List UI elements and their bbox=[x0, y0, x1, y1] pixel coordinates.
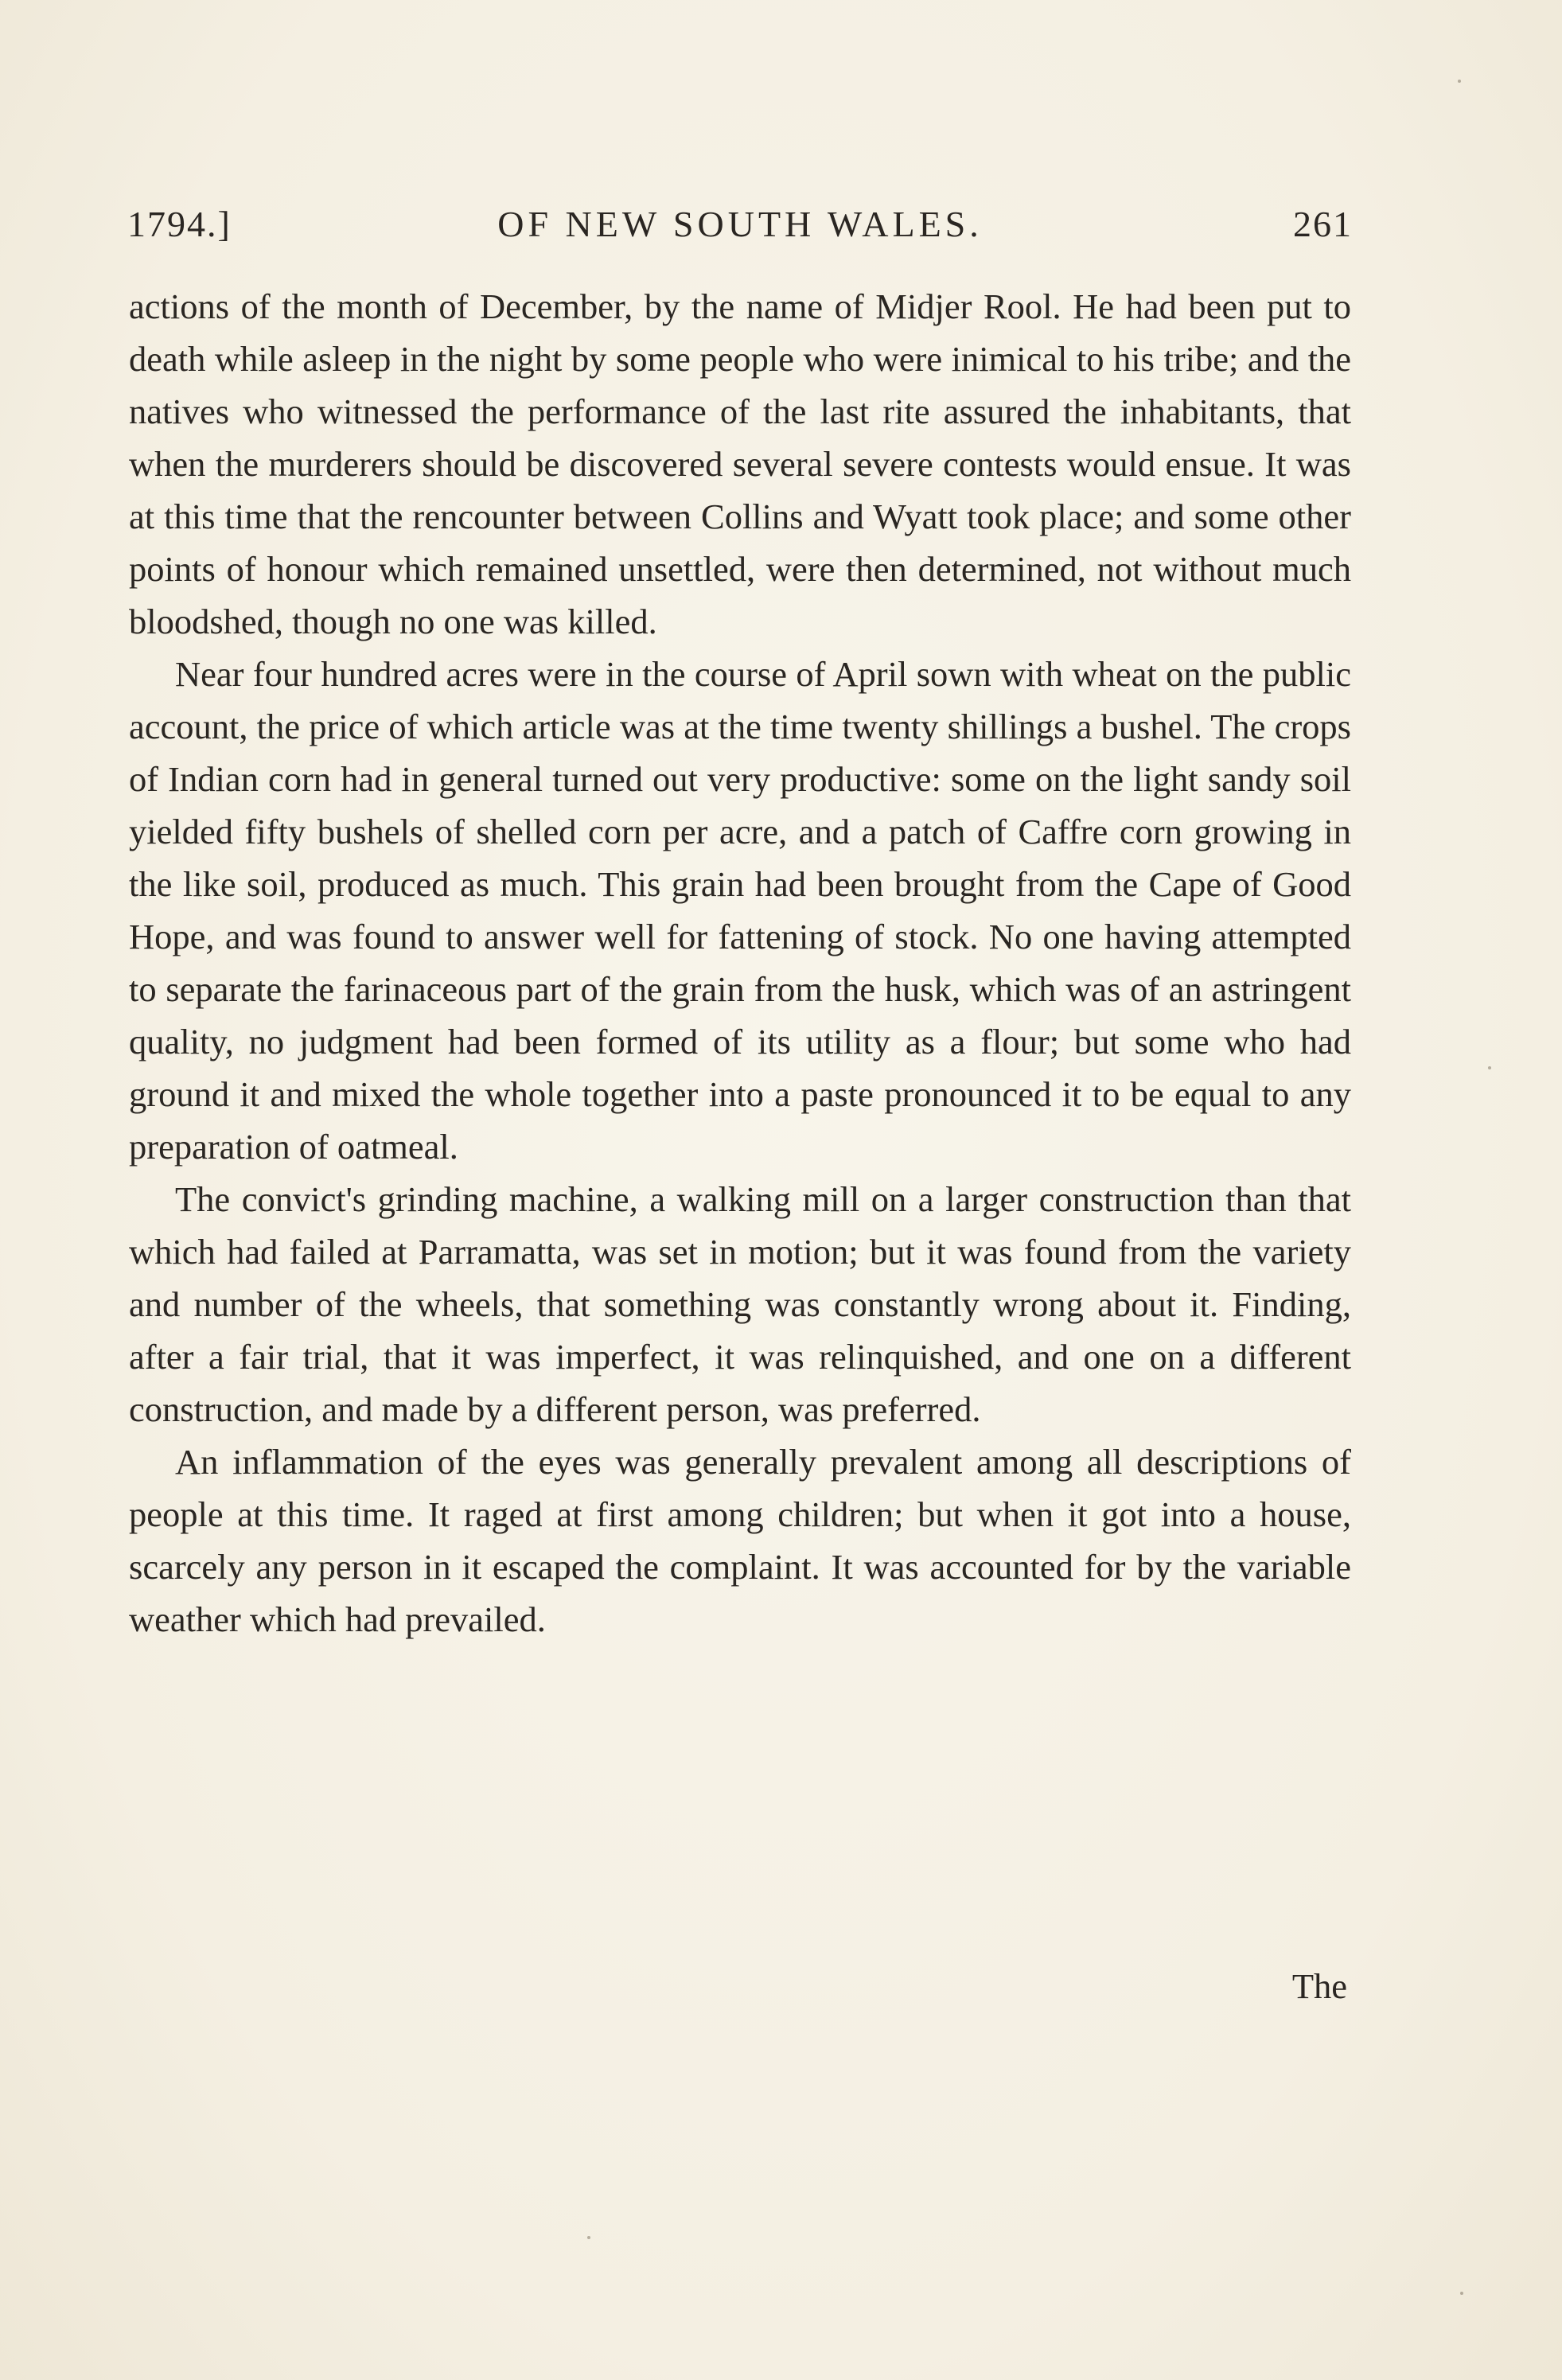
paragraph-grinding-machine: The convict's grinding machine, a walking mill on a larger construction than that which had failed at Parramatta, was set in motion; but it was found from the variety and number of the wheels, that something was constantly wrong about it. Finding, after a fair trial, that it was imperfect, it was relinquished, and one on a different construction, and made by a different person, was preferred. bbox=[129, 1179, 1351, 1429]
paper-speck bbox=[1488, 1066, 1491, 1069]
paper-speck bbox=[587, 2236, 590, 2239]
paragraph-wheat-crops: Near four hundred acres were in the course of April sown with wheat on the public account, the price of which article was at the time twenty shillings a bushel. The crops of Indian corn had in general turned out very productive: some on the light sandy soil yielded fifty bushels of shelled corn per acre, and a patch of Caffre corn growing in the like soil, produced as much. This grain had been brought from the Cape of Good Hope, and was found to answer well for fattening of stock. No one having attempted to separate the farinaceous part of the grain from the husk, which was of an astringent quality, no judgment had been formed of its utility as a flour; but some who had ground it and mixed the whole together into a paste pronounced it to be equal to any preparation of oatmeal. bbox=[129, 654, 1351, 1167]
paragraph-continued: actions of the month of December, by the name of Midjer Rool. He had been put to death while asleep in the night by some people who were inimical to his tribe; and the natives who witnessed the performance of the last rite assured the inhabitants, that when the murderers should be discovered several severe contests would ensue. It was at this time that the rencounter between Collins and Wyatt took place; and some other points of honour which remained unsettled, were then determined, not without much bloodshed, though no one was killed. bbox=[129, 286, 1351, 641]
body-text bbox=[129, 280, 1351, 1646]
paper-speck bbox=[1458, 80, 1461, 83]
paragraph-eye-inflammation: An inflammation of the eyes was generally prevalent among all descriptions of people at this time. It raged at first among children; but when it got into a house, scarcely any person in it escaped the complaint. It was accounted for by the variable weather which had prevailed. bbox=[129, 1442, 1351, 1639]
catchword: The bbox=[1291, 1966, 1347, 2006]
running-head bbox=[127, 203, 1353, 259]
page-number: 261 bbox=[1293, 204, 1353, 244]
running-head-title: OF NEW SOUTH WALES. bbox=[497, 204, 983, 244]
paper-speck bbox=[1460, 2292, 1463, 2295]
running-head-year: 1794.] bbox=[127, 204, 232, 244]
